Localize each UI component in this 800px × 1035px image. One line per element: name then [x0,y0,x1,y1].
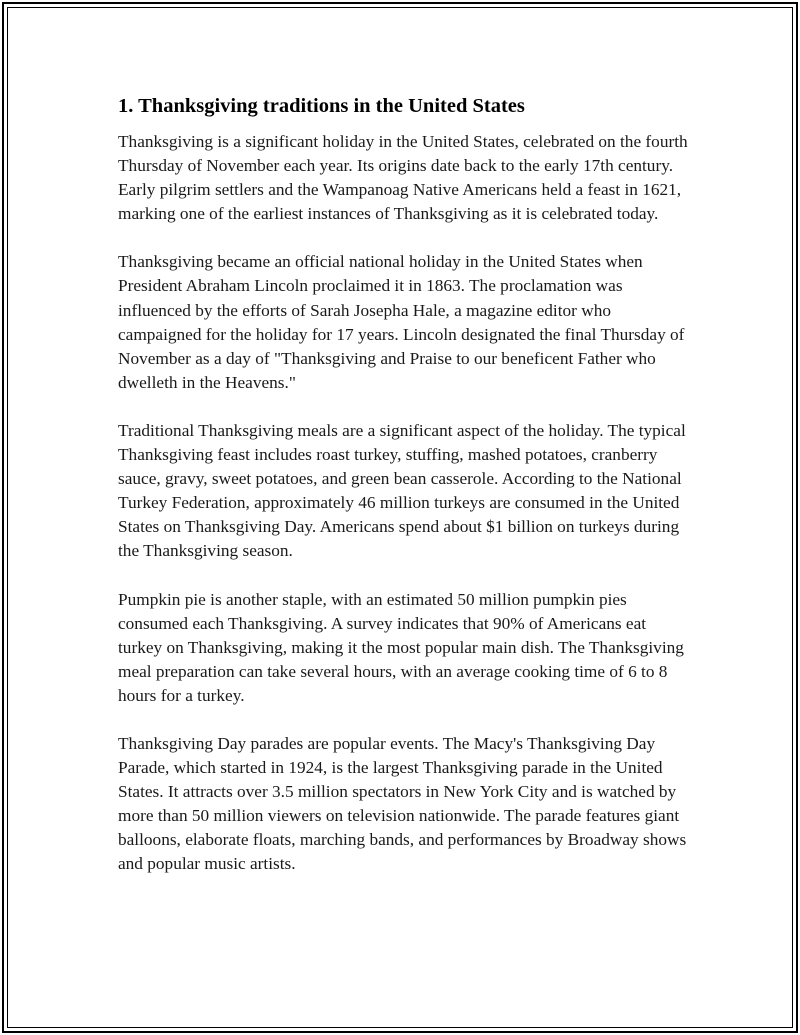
document-body [118,92,688,901]
paragraph-origins: Thanksgiving is a significant holiday in the United States, celebrated on the fourth Thursday of November each year. Its origins date back to the early 17th century. Early pilgrim settlers and the Wampanoag Native Americans held a feast in 1621, marking one of the earliest instances of Thanksgiving as it is celebrated today. [118,132,688,224]
paragraph-parades: Thanksgiving Day parades are popular events. The Macy's Thanksgiving Day Parade, which started in 1924, is the largest Thanksgiving parade in the United States. It attracts over 3.5 million spectators in New York City and is watched by more than 50 million viewers on television nationwide. The parade features giant balloons, elaborate floats, marching bands, and performances by Broadway shows and popular music artists. [118,733,687,874]
paragraph-traditional-meals: Traditional Thanksgiving meals are a significant aspect of the holiday. The typical Thanksgiving feast includes roast turkey, stuffing, mashed potatoes, cranberry sauce, gravy, sweet potatoes, and green bean casserole. According to the National Turkey Federation, approximately 46 million turkeys are consumed in the United States on Thanksgiving Day. Americans spend about $1 billion on turkeys during the Thanksgiving season. [118,420,686,561]
section-title: 1. Thanksgiving traditions in the United States [118,95,525,117]
paragraph-national-holiday: Thanksgiving became an official national holiday in the United States when President Abraham Lincoln proclaimed it in 1863. The proclamation was influenced by the efforts of Sarah Josepha Hale, a magazine editor who campaigned for the holiday for 17 years. Lincoln designated the final Thursday of November as a day of "Thanksgiving and Praise to our beneficent Father who dwelleth in the Heavens." [118,252,685,392]
paragraph-pumpkin-pie: Pumpkin pie is another staple, with an estimated 50 million pumpkin pies consumed each Thanksgiving. A survey indicates that 90% of Americans eat turkey on Thanksgiving, making it the most popular main dish. The Thanksgiving meal preparation can take several hours, with an average cooking time of 6 to 8 hours for a turkey. [118,589,684,705]
